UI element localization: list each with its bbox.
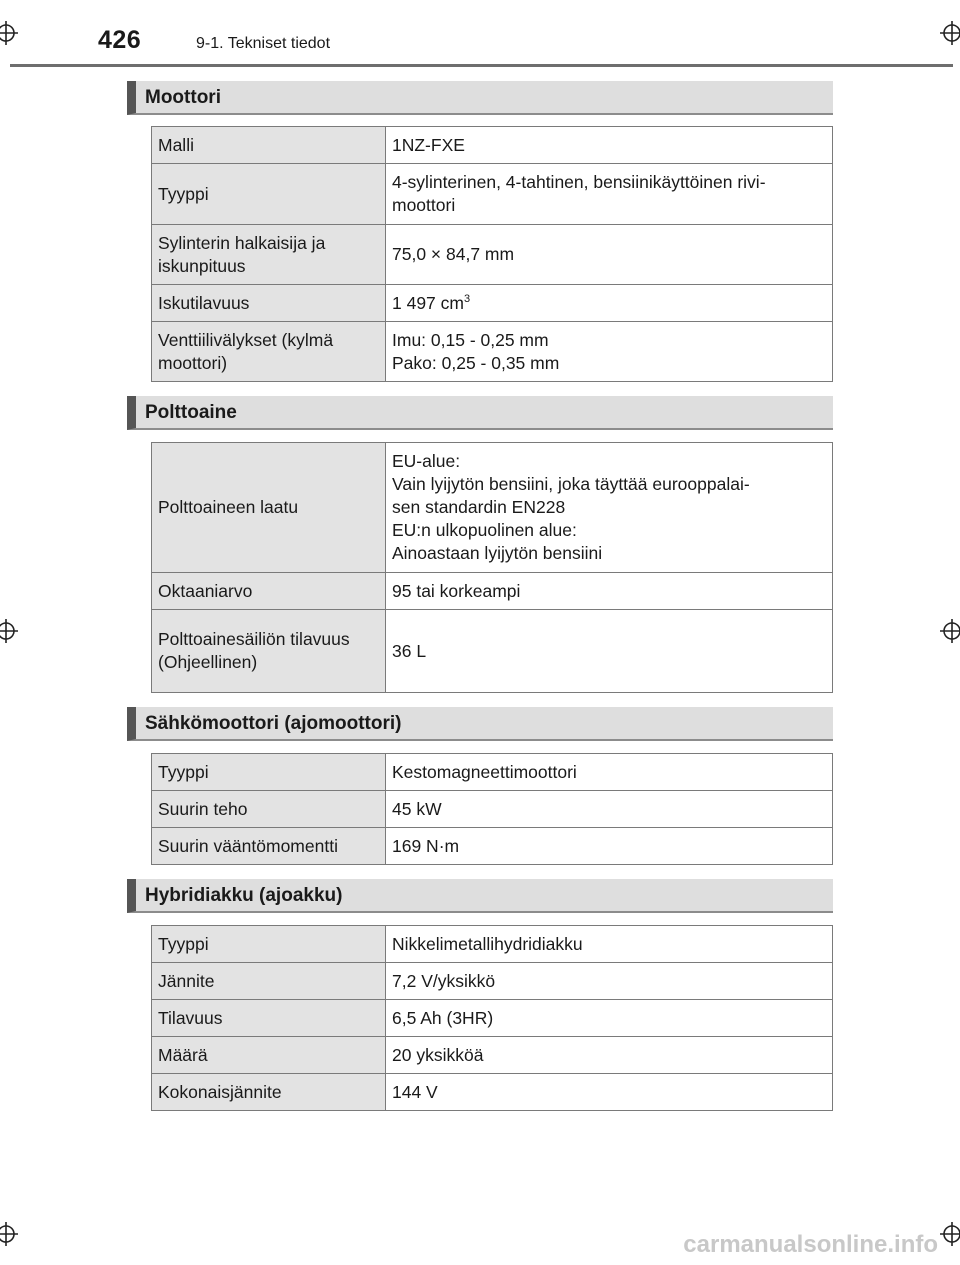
row-label: Kokonaisjännite (152, 1074, 386, 1111)
section-heading-moottori (127, 81, 833, 115)
row-label: Määrä (152, 1037, 386, 1074)
value-line: sen standardin EN228 (392, 497, 566, 517)
row-label: Polttoaineen laatu (152, 443, 386, 573)
row-label: Tilavuus (152, 1000, 386, 1037)
table-row (152, 963, 833, 1000)
row-label: Suurin teho (152, 791, 386, 828)
row-value: 20 yksikköä (386, 1037, 833, 1074)
row-value: Nikkelimetallihydridiakku (386, 926, 833, 963)
table-row (152, 754, 833, 791)
row-label: Tyyppi (152, 926, 386, 963)
value-line: Pako: 0,25 - 0,35 mm (392, 352, 560, 373)
row-value: 1NZ-FXE (386, 127, 833, 164)
row-value: 45 kW (386, 791, 833, 828)
spec-table-engine (151, 126, 833, 382)
row-value (386, 164, 833, 225)
crop-mark-icon (940, 619, 960, 643)
spec-table-electric-motor (151, 753, 833, 865)
spec-table-hybrid-battery (151, 925, 833, 1111)
spec-table-fuel (151, 442, 833, 693)
table-row (152, 573, 833, 610)
table-row (152, 1000, 833, 1037)
value-line: EU:n ulkopuolinen alue: (392, 520, 577, 540)
table-row (152, 285, 833, 322)
table-row (152, 828, 833, 865)
section-heading-polttoaine (127, 396, 833, 430)
table-row (152, 164, 833, 225)
row-label: Jännite (152, 963, 386, 1000)
row-value: 36 L (386, 610, 833, 693)
row-value: 169 N·m (386, 828, 833, 865)
row-label: Iskutilavuus (152, 285, 386, 322)
table-row (152, 225, 833, 285)
row-value: 7,2 V/yksikkö (386, 963, 833, 1000)
displacement-value: 1 497 cm (392, 292, 464, 313)
row-value: 95 tai korkeampi (386, 573, 833, 610)
row-value: 75,0 × 84,7 mm (386, 225, 833, 285)
crop-mark-icon (0, 21, 18, 45)
row-label: Polttoainesäiliön tilavuus (Ohjeellinen) (152, 610, 386, 693)
table-row (152, 610, 833, 693)
row-label: Venttiilivälykset (kylmä moottori) (152, 322, 386, 382)
row-label: Tyyppi (152, 164, 386, 225)
row-value (386, 443, 833, 573)
row-value (386, 285, 833, 322)
table-row (152, 1074, 833, 1111)
section-title: Hybridiakku (ajoakku) (145, 885, 343, 906)
row-value (386, 322, 833, 382)
crop-mark-icon (940, 21, 960, 45)
value-line: 4-sylinterinen, 4-tahtinen, bensiinikäyttöinen rivi- (392, 172, 766, 192)
table-row (152, 791, 833, 828)
watermark: carmanualsonline.info (683, 1231, 938, 1258)
value-line: Imu: 0,15 - 0,25 mm (392, 329, 549, 350)
unit-superscript: 3 (463, 292, 471, 305)
section-title: Moottori (145, 87, 221, 108)
row-label: Tyyppi (152, 754, 386, 791)
row-label: Suurin vääntömomentti (152, 828, 386, 865)
table-row (152, 1037, 833, 1074)
table-row (152, 443, 833, 573)
row-label: Sylinterin halkaisija ja iskunpituus (152, 225, 386, 285)
section-title: Polttoaine (145, 402, 237, 423)
section-title: Sähkömoottori (ajomoottori) (145, 713, 402, 734)
section-heading-electric-motor (127, 707, 833, 741)
value-line: Ainoastaan lyijytön bensiini (392, 543, 603, 563)
crop-mark-icon (940, 1222, 960, 1246)
row-value: 6,5 Ah (3HR) (386, 1000, 833, 1037)
value-line: Vain lyijytön bensiini, joka täyttää eurooppalai- (392, 474, 750, 494)
header-rule (10, 64, 953, 67)
value-line: moottori (392, 195, 456, 215)
row-value: Kestomagneettimoottori (386, 754, 833, 791)
table-row (152, 322, 833, 382)
section-heading-hybrid-battery (127, 879, 833, 913)
page-number: 426 (98, 26, 142, 54)
table-row (152, 127, 833, 164)
crop-mark-icon (0, 1222, 18, 1246)
chapter-title: 9-1. Tekniset tiedot (196, 35, 331, 52)
crop-mark-icon (0, 619, 18, 643)
row-label: Oktaaniarvo (152, 573, 386, 610)
row-label: Malli (152, 127, 386, 164)
value-line: EU-alue: (392, 451, 461, 471)
row-value: 144 V (386, 1074, 833, 1111)
table-row (152, 926, 833, 963)
